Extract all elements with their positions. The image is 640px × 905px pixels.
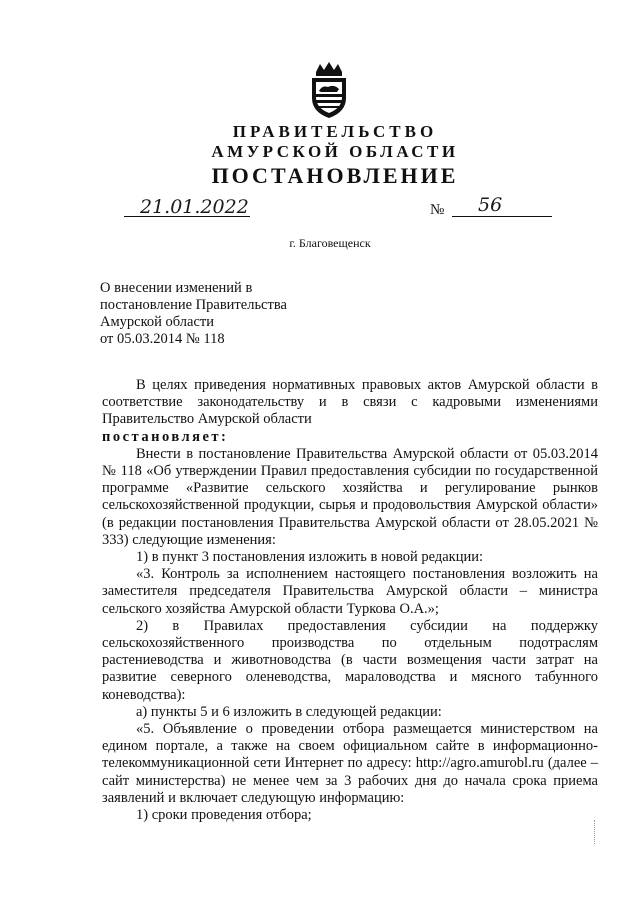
margin-mark xyxy=(594,820,597,844)
number-underline xyxy=(452,216,552,217)
body-paragraph: а) пункты 5 и 6 изложить в следующей редакции: xyxy=(136,703,442,720)
document-type-title: ПОСТАНОВЛЕНИЕ xyxy=(211,163,459,188)
subject-line: от 05.03.2014 № 118 xyxy=(100,331,225,347)
body-paragraph: «5. Объявление о проведении отбора размещается министерством на едином портале, а также на своем официальном сайте в информационно-телекоммуникационной сети Интернет по адресу: http://agro.amurobl.ru (далее – сайт министерства) не менее чем за 3 рабочих дня до начала срока приема заявлений и включает следующую информацию: xyxy=(102,721,598,806)
body-paragraph: 2) в Правилах предоставления субсидии на поддержку сельскохозяйственного производства по отдельным подотраслям растениеводства и животноводства (в части возмещения части затрат на развитие северного оленеводства, мараловодства и мясного табунного коневодства): xyxy=(102,617,598,703)
body-paragraph: Внести в постановление Правительства Амурской области от 05.03.2014 № 118 «Об утверждении Правил предоставления субсидии по государственной программе «Развитие сельского хозяйства и регулирование рынков сельскохозяйственной продукции, сырья и продовольствия Амурской области» (в редакции постановления Правительства Амурской области от 28.05.2021 № 333) следующие изменения: xyxy=(102,445,598,548)
body-paragraph: «3. Контроль за исполнением настоящего постановления возложить на заместителя председателя Правительства Амурской области – министра сельского хозяйства Амурской области Туркова О.А.»; xyxy=(102,566,598,617)
document-subject xyxy=(100,280,287,348)
document-body xyxy=(102,377,598,824)
resolution-keyword: постановляет: xyxy=(102,428,229,445)
subject-line: О внесении изменений в xyxy=(100,280,253,296)
number-label: № xyxy=(430,202,445,218)
subject-line: Амурской области xyxy=(100,314,214,330)
coat-of-arms-emblem xyxy=(304,60,354,120)
body-paragraph: 1) в пункт 3 постановления изложить в новой редакции: xyxy=(136,549,484,566)
city-name: г. Благовещенск xyxy=(289,236,371,250)
body-paragraph: 1) сроки проведения отбора; xyxy=(136,807,312,824)
handwritten-date: 21.01.2022 xyxy=(140,196,249,218)
subject-line: постановление Правительства xyxy=(100,297,287,313)
body-paragraph: В целях приведения нормативных правовых актов Амурской области в соответствие законодательству и в связи с кадровыми изменениями Правительство Амурской области xyxy=(102,377,598,428)
government-title-line2: АМУРСКОЙ ОБЛАСТИ xyxy=(211,142,459,161)
date-underline xyxy=(124,216,250,217)
handwritten-number: 56 xyxy=(478,194,503,216)
government-title-line1: ПРАВИТЕЛЬСТВО xyxy=(232,122,438,141)
